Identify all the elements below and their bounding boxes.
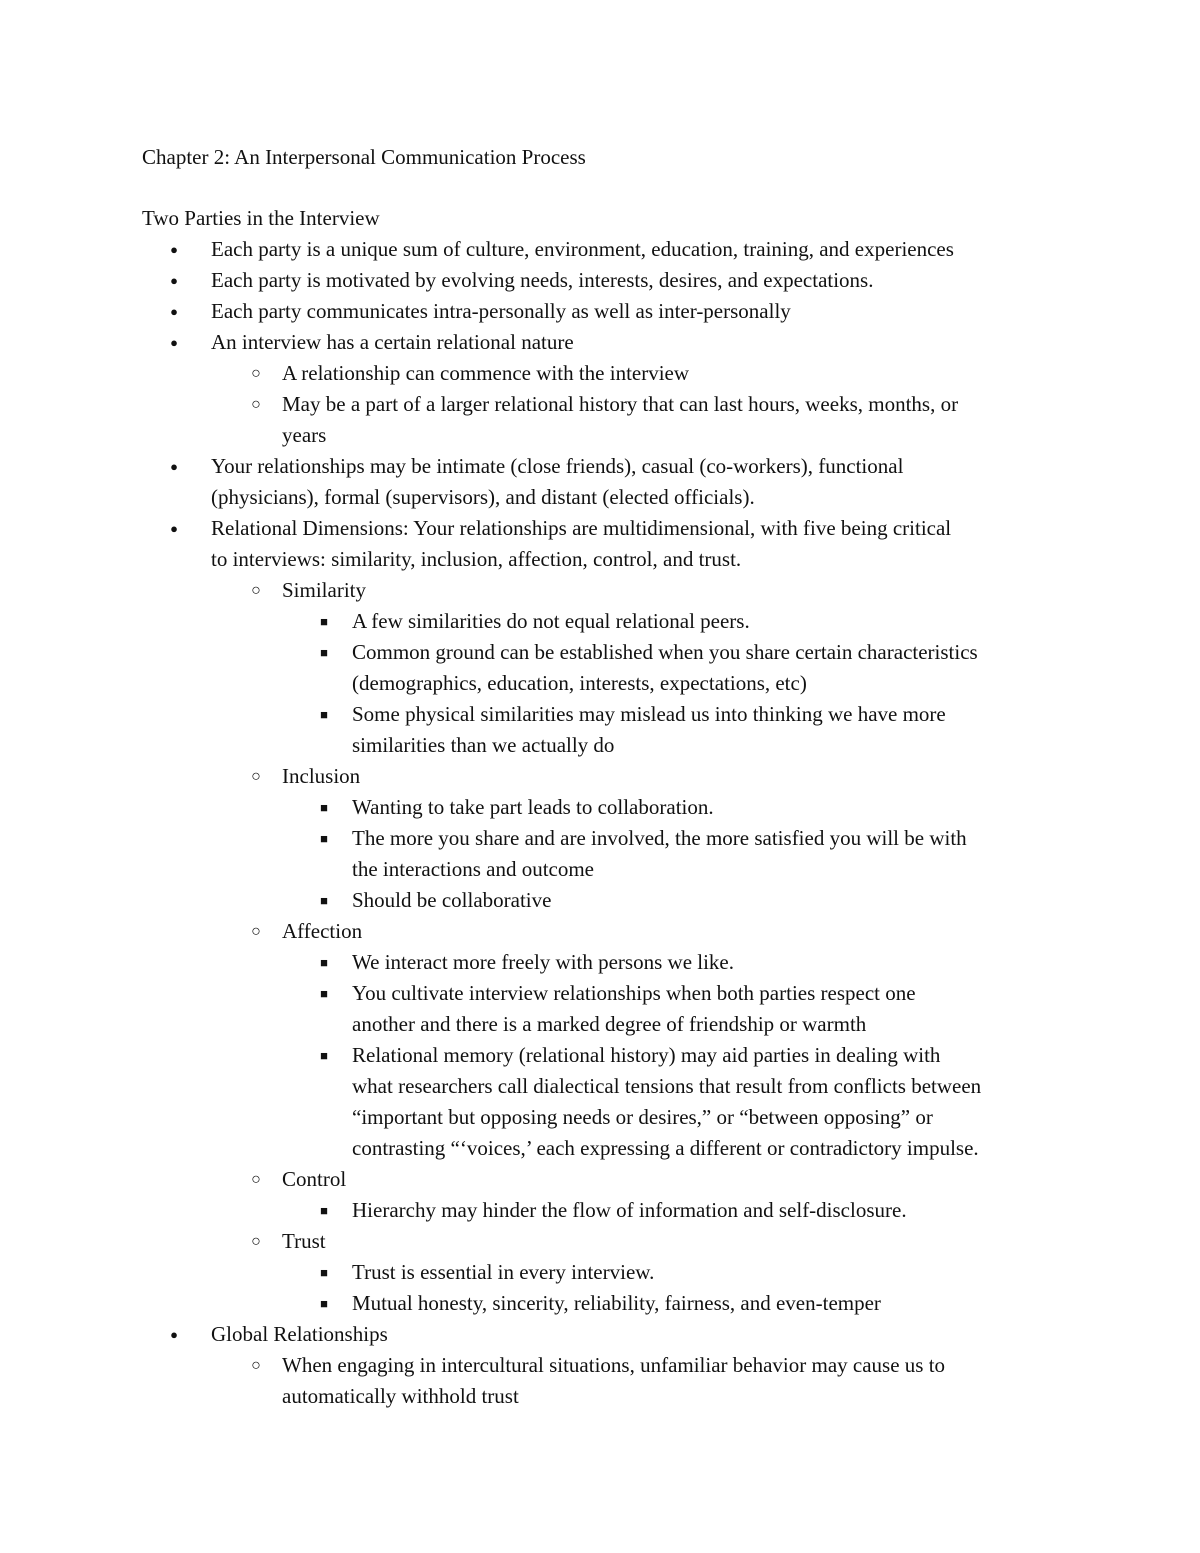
list-item-text: The more you share and are involved, the more satisfied you will be with [352,826,967,850]
list-item-text: Hierarchy may hinder the flow of information and self-disclosure. [352,1198,907,1222]
list-item-text: Relational memory (relational history) may aid parties in dealing with [352,1043,941,1067]
list-item-text: “important but opposing needs or desires,” or “between opposing” or [352,1105,933,1129]
list-item-text: years [282,423,327,447]
bullet-glyph-level-3: ■ [320,1296,328,1311]
bullet-glyph-level-3: ■ [320,614,328,629]
list-item-text: automatically withhold trust [282,1384,519,1408]
bullet-glyph-level-2: ○ [251,1357,261,1374]
list-item-text: Trust is essential in every interview. [352,1260,655,1284]
list-item-text: contrasting “‘voices,’ each expressing a different or contradictory impulse. [352,1136,979,1160]
bullet-glyph-level-1: ● [170,304,178,319]
bullet-glyph-level-2: ○ [251,1171,261,1188]
list-item-text: (demographics, education, interests, expectations, etc) [352,671,807,695]
list-item-text: Relational Dimensions: Your relationships are multidimensional, with five being critical [211,516,952,540]
bullet-glyph-level-3: ■ [320,986,328,1001]
list-item-text: (physicians), formal (supervisors), and distant (elected officials). [211,485,755,509]
list-item-text: An interview has a certain relational nature [211,330,574,354]
bullet-glyph-level-3: ■ [320,800,328,815]
bullet-glyph-level-2: ○ [251,768,261,785]
bullet-glyph-level-2: ○ [251,1233,261,1250]
bullet-glyph-level-1: ● [170,242,178,257]
list-item-text: Mutual honesty, sincerity, reliability, fairness, and even-temper [352,1291,881,1315]
bullet-glyph-level-3: ■ [320,645,328,660]
list-item-text: Global Relationships [211,1322,388,1346]
bullet-glyph-level-1: ● [170,1327,178,1342]
list-item-text: Each party communicates intra-personally as well as inter-personally [211,299,791,323]
bullet-glyph-level-3: ■ [320,1203,328,1218]
list-item-text: another and there is a marked degree of friendship or warmth [352,1012,867,1036]
list-item-text: Inclusion [282,764,361,788]
list-item-text: Wanting to take part leads to collaboration. [352,795,714,819]
bullet-glyph-level-3: ■ [320,831,328,846]
bullet-glyph-level-2: ○ [251,582,261,599]
list-item-text: the interactions and outcome [352,857,595,881]
list-item-text: Your relationships may be intimate (close friends), casual (co-workers), functional [211,454,904,478]
list-item-text: A relationship can commence with the interview [282,361,690,385]
bullet-glyph-level-2: ○ [251,923,261,940]
list-item-text: A few similarities do not equal relational peers. [352,609,750,633]
list-item-text: Each party is motivated by evolving needs, interests, desires, and expectations. [211,268,874,292]
list-item-text: Affection [282,919,363,943]
list-item-text: Control [282,1167,347,1191]
bullet-glyph-level-3: ■ [320,955,328,970]
list-item-text: Should be collaborative [352,888,552,912]
section-heading: Two Parties in the Interview [142,206,380,230]
list-item-text: You cultivate interview relationships when both parties respect one [352,981,916,1005]
list-item-text: to interviews: similarity, inclusion, affection, control, and trust. [211,547,742,571]
bullet-glyph-level-2: ○ [251,365,261,382]
list-item-text: When engaging in intercultural situations, unfamiliar behavior may cause us to [282,1353,946,1377]
list-item-text: Common ground can be established when you share certain characteristics [352,640,978,664]
bullet-glyph-level-3: ■ [320,707,328,722]
bullet-glyph-level-2: ○ [251,396,261,413]
document-title: Chapter 2: An Interpersonal Communication Process [142,145,586,169]
bullet-glyph-level-1: ● [170,273,178,288]
list-item-text: Similarity [282,578,366,602]
bullet-glyph-level-3: ■ [320,1265,328,1280]
bullet-glyph-level-1: ● [170,459,178,474]
list-item-text: Some physical similarities may mislead us into thinking we have more [352,702,946,726]
list-item-text: Trust [282,1229,326,1253]
bullet-glyph-level-3: ■ [320,893,328,908]
list-item-text: similarities than we actually do [352,733,615,757]
list-item-text: what researchers call dialectical tensions that result from conflicts between [352,1074,982,1098]
list-item-text: Each party is a unique sum of culture, environment, education, training, and experiences [211,237,954,261]
bullet-glyph-level-3: ■ [320,1048,328,1063]
bullet-glyph-level-1: ● [170,521,178,536]
list-item-text: May be a part of a larger relational history that can last hours, weeks, months, or [282,392,959,416]
list-item-text: We interact more freely with persons we like. [352,950,734,974]
bullet-glyph-level-1: ● [170,335,178,350]
